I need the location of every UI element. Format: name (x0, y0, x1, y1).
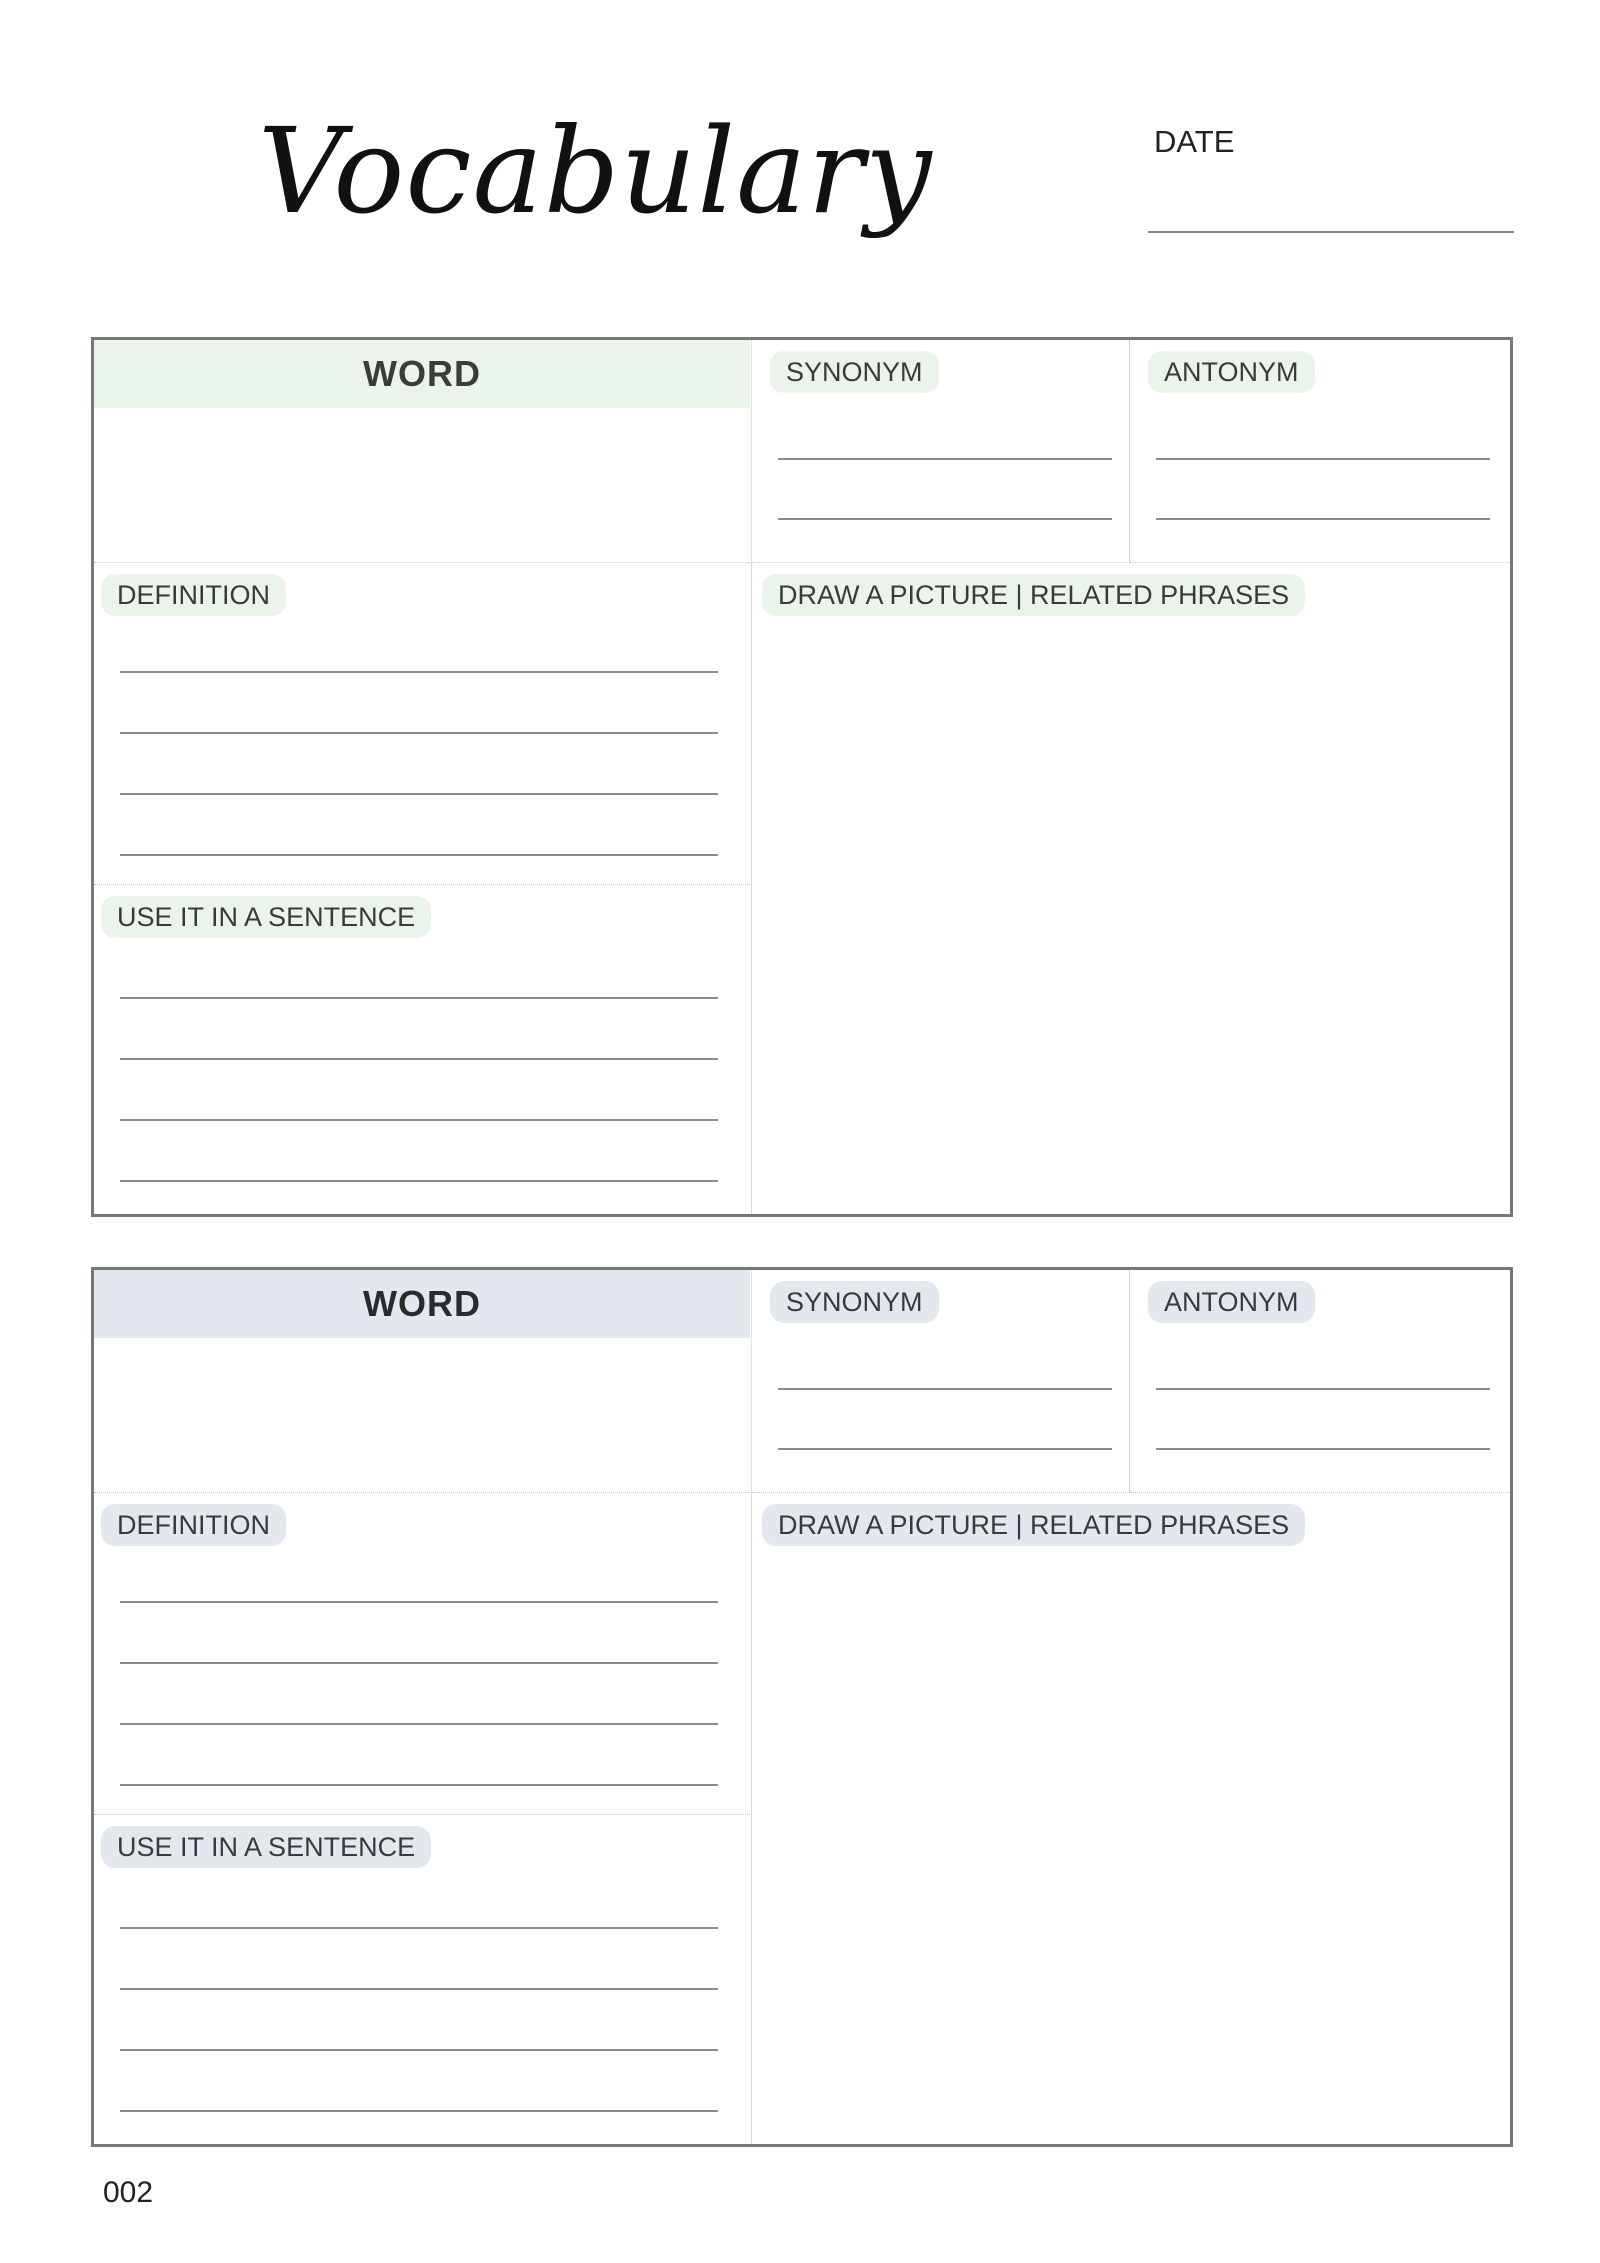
definition-label: DEFINITION (101, 574, 286, 616)
antonym-label: ANTONYM (1148, 1281, 1315, 1323)
sentence-label: USE IT IN A SENTENCE (101, 896, 431, 938)
sentence-box (94, 1815, 752, 2144)
antonym-line[interactable] (1156, 1388, 1490, 1390)
antonym-line[interactable] (1156, 518, 1490, 520)
draw-picture-label: DRAW A PICTURE | RELATED PHRASES (762, 1504, 1305, 1546)
sentence-line[interactable] (120, 2049, 718, 2051)
definition-line[interactable] (120, 1723, 718, 1725)
word-header: WORD (94, 1270, 750, 1338)
definition-box (94, 1493, 752, 1815)
synonym-line[interactable] (778, 1448, 1112, 1450)
sentence-line[interactable] (120, 1180, 718, 1182)
definition-line[interactable] (120, 1601, 718, 1603)
sentence-label: USE IT IN A SENTENCE (101, 1826, 431, 1868)
antonym-line[interactable] (1156, 458, 1490, 460)
synonym-box (752, 1270, 1130, 1493)
synonym-line[interactable] (778, 458, 1112, 460)
sentence-line[interactable] (120, 1119, 718, 1121)
date-label: DATE (1154, 124, 1235, 159)
definition-line[interactable] (120, 1784, 718, 1786)
synonym-line[interactable] (778, 1388, 1112, 1390)
word-header: WORD (94, 340, 750, 408)
vocabulary-card-1 (91, 337, 1513, 1217)
page-number: 002 (103, 2176, 154, 2209)
antonym-line[interactable] (1156, 1448, 1490, 1450)
sentence-line[interactable] (120, 1988, 718, 1990)
antonym-box (1130, 1270, 1510, 1493)
definition-line[interactable] (120, 1662, 718, 1664)
synonym-label: SYNONYM (770, 351, 939, 393)
date-field-line[interactable] (1148, 231, 1514, 233)
definition-line[interactable] (120, 732, 718, 734)
antonym-label: ANTONYM (1148, 351, 1315, 393)
draw-picture-box[interactable] (752, 563, 1510, 1214)
synonym-line[interactable] (778, 518, 1112, 520)
antonym-box (1130, 340, 1510, 563)
definition-line[interactable] (120, 671, 718, 673)
definition-box (94, 563, 752, 885)
sentence-line[interactable] (120, 2110, 718, 2112)
page-title: Vocabulary (258, 102, 933, 240)
vocabulary-card-2 (91, 1267, 1513, 2147)
word-box[interactable] (94, 1270, 752, 1493)
synonym-box (752, 340, 1130, 563)
draw-picture-label: DRAW A PICTURE | RELATED PHRASES (762, 574, 1305, 616)
sentence-line[interactable] (120, 1058, 718, 1060)
definition-label: DEFINITION (101, 1504, 286, 1546)
definition-line[interactable] (120, 793, 718, 795)
sentence-line[interactable] (120, 997, 718, 999)
sentence-box (94, 885, 752, 1214)
definition-line[interactable] (120, 854, 718, 856)
word-box[interactable] (94, 340, 752, 563)
sentence-line[interactable] (120, 1927, 718, 1929)
draw-picture-box[interactable] (752, 1493, 1510, 2144)
synonym-label: SYNONYM (770, 1281, 939, 1323)
